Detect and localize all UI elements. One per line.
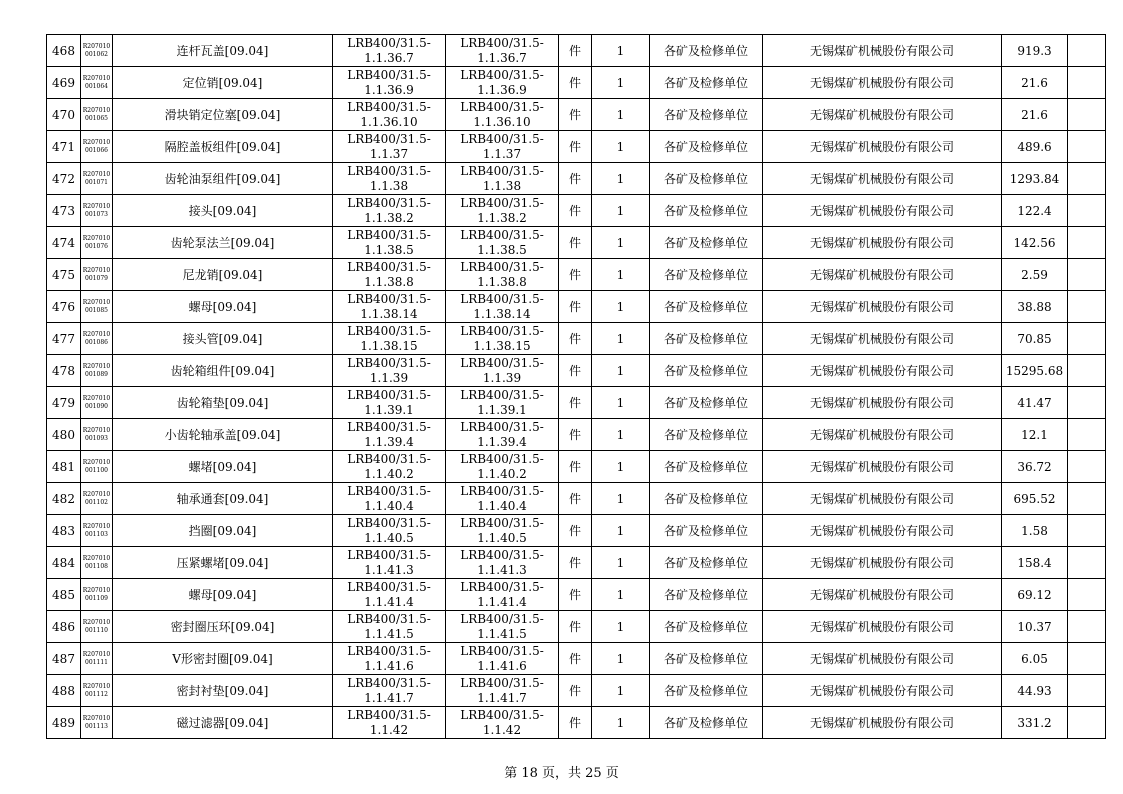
price-cell: 142.56 [1002,227,1068,259]
material-code-cell: R207010 001103 [81,515,113,547]
table-row [47,163,1106,195]
unit-cell: 件 [559,515,592,547]
row-number-cell: 469 [47,67,81,99]
supplier-cell: 无锡煤矿机械股份有限公司 [763,131,1002,163]
department-cell: 各矿及检修单位 [650,579,763,611]
model-cell: LRB400/31.5-1.1.38.2 [446,195,559,227]
note-cell [1068,259,1106,291]
model-cell: LRB400/31.5-1.1.41.5 [446,611,559,643]
row-number-cell: 470 [47,99,81,131]
row-number-cell: 479 [47,387,81,419]
part-name-cell: V形密封圈[09.04] [113,643,333,675]
unit-cell: 件 [559,451,592,483]
note-cell [1068,547,1106,579]
row-number-cell: 484 [47,547,81,579]
quantity-cell: 1 [592,99,650,131]
price-cell: 122.4 [1002,195,1068,227]
unit-cell: 件 [559,67,592,99]
note-cell [1068,67,1106,99]
supplier-cell: 无锡煤矿机械股份有限公司 [763,707,1002,739]
unit-cell: 件 [559,259,592,291]
spec-cell: LRB400/31.5-1.1.39.1 [333,387,446,419]
note-cell [1068,675,1106,707]
unit-cell: 件 [559,707,592,739]
department-cell: 各矿及检修单位 [650,707,763,739]
spec-cell: LRB400/31.5-1.1.38.15 [333,323,446,355]
material-code-cell: R207010 001093 [81,419,113,451]
model-cell: LRB400/31.5-1.1.39.1 [446,387,559,419]
table-row [47,355,1106,387]
price-cell: 10.37 [1002,611,1068,643]
note-cell [1068,707,1106,739]
row-number-cell: 477 [47,323,81,355]
row-number-cell: 471 [47,131,81,163]
spec-cell: LRB400/31.5-1.1.38.14 [333,291,446,323]
quantity-cell: 1 [592,707,650,739]
spec-cell: LRB400/31.5-1.1.41.7 [333,675,446,707]
model-cell: LRB400/31.5-1.1.40.4 [446,483,559,515]
price-cell: 919.3 [1002,35,1068,67]
model-cell: LRB400/31.5-1.1.40.5 [446,515,559,547]
row-number-cell: 472 [47,163,81,195]
quantity-cell: 1 [592,195,650,227]
model-cell: LRB400/31.5-1.1.41.4 [446,579,559,611]
row-number-cell: 478 [47,355,81,387]
model-cell: LRB400/31.5-1.1.38.14 [446,291,559,323]
price-cell: 21.6 [1002,99,1068,131]
department-cell: 各矿及检修单位 [650,259,763,291]
quantity-cell: 1 [592,451,650,483]
price-cell: 12.1 [1002,419,1068,451]
unit-cell: 件 [559,163,592,195]
note-cell [1068,163,1106,195]
row-number-cell: 481 [47,451,81,483]
row-number-cell: 468 [47,35,81,67]
note-cell [1068,355,1106,387]
supplier-cell: 无锡煤矿机械股份有限公司 [763,419,1002,451]
material-code-cell: R207010 001113 [81,707,113,739]
price-cell: 70.85 [1002,323,1068,355]
department-cell: 各矿及检修单位 [650,131,763,163]
spec-cell: LRB400/31.5-1.1.40.2 [333,451,446,483]
department-cell: 各矿及检修单位 [650,419,763,451]
model-cell: LRB400/31.5-1.1.36.10 [446,99,559,131]
price-cell: 489.6 [1002,131,1068,163]
department-cell: 各矿及检修单位 [650,67,763,99]
model-cell: LRB400/31.5-1.1.42 [446,707,559,739]
supplier-cell: 无锡煤矿机械股份有限公司 [763,643,1002,675]
quantity-cell: 1 [592,291,650,323]
material-code-cell: R207010 001062 [81,35,113,67]
quantity-cell: 1 [592,515,650,547]
department-cell: 各矿及检修单位 [650,291,763,323]
material-code-cell: R207010 001102 [81,483,113,515]
note-cell [1068,611,1106,643]
unit-cell: 件 [559,419,592,451]
model-cell: LRB400/31.5-1.1.40.2 [446,451,559,483]
material-code-cell: R207010 001086 [81,323,113,355]
part-name-cell: 接头管[09.04] [113,323,333,355]
table-row [47,35,1106,67]
part-name-cell: 齿轮箱垫[09.04] [113,387,333,419]
department-cell: 各矿及检修单位 [650,483,763,515]
table-row [47,323,1106,355]
material-code-cell: R207010 001110 [81,611,113,643]
table-row [47,195,1106,227]
row-number-cell: 483 [47,515,81,547]
table-row [47,99,1106,131]
note-cell [1068,227,1106,259]
table-row [47,131,1106,163]
department-cell: 各矿及检修单位 [650,611,763,643]
department-cell: 各矿及检修单位 [650,643,763,675]
quantity-cell: 1 [592,579,650,611]
model-cell: LRB400/31.5-1.1.38.5 [446,227,559,259]
quantity-cell: 1 [592,643,650,675]
spec-cell: LRB400/31.5-1.1.36.7 [333,35,446,67]
supplier-cell: 无锡煤矿机械股份有限公司 [763,99,1002,131]
table-row [47,547,1106,579]
row-number-cell: 473 [47,195,81,227]
table-row [47,707,1106,739]
department-cell: 各矿及检修单位 [650,163,763,195]
note-cell [1068,643,1106,675]
department-cell: 各矿及检修单位 [650,195,763,227]
price-cell: 6.05 [1002,643,1068,675]
note-cell [1068,99,1106,131]
part-name-cell: 定位销[09.04] [113,67,333,99]
part-name-cell: 密封圈压环[09.04] [113,611,333,643]
quantity-cell: 1 [592,323,650,355]
quantity-cell: 1 [592,67,650,99]
table-row [47,291,1106,323]
material-code-cell: R207010 001085 [81,291,113,323]
department-cell: 各矿及检修单位 [650,675,763,707]
department-cell: 各矿及检修单位 [650,387,763,419]
model-cell: LRB400/31.5-1.1.39.4 [446,419,559,451]
price-cell: 69.12 [1002,579,1068,611]
material-code-cell: R207010 001065 [81,99,113,131]
spec-cell: LRB400/31.5-1.1.39 [333,355,446,387]
spec-cell: LRB400/31.5-1.1.36.9 [333,67,446,99]
table-row [47,451,1106,483]
price-cell: 695.52 [1002,483,1068,515]
price-cell: 38.88 [1002,291,1068,323]
material-code-cell: R207010 001089 [81,355,113,387]
spec-cell: LRB400/31.5-1.1.41.4 [333,579,446,611]
spec-cell: LRB400/31.5-1.1.38.5 [333,227,446,259]
spec-cell: LRB400/31.5-1.1.40.4 [333,483,446,515]
supplier-cell: 无锡煤矿机械股份有限公司 [763,163,1002,195]
note-cell [1068,483,1106,515]
price-cell: 331.2 [1002,707,1068,739]
supplier-cell: 无锡煤矿机械股份有限公司 [763,259,1002,291]
quantity-cell: 1 [592,355,650,387]
model-cell: LRB400/31.5-1.1.36.7 [446,35,559,67]
material-code-cell: R207010 001100 [81,451,113,483]
part-name-cell: 压紧螺堵[09.04] [113,547,333,579]
note-cell [1068,291,1106,323]
quantity-cell: 1 [592,675,650,707]
part-name-cell: 密封衬垫[09.04] [113,675,333,707]
table-row [47,259,1106,291]
price-cell: 41.47 [1002,387,1068,419]
unit-cell: 件 [559,35,592,67]
row-number-cell: 476 [47,291,81,323]
quantity-cell: 1 [592,35,650,67]
supplier-cell: 无锡煤矿机械股份有限公司 [763,451,1002,483]
part-name-cell: 齿轮油泵组件[09.04] [113,163,333,195]
note-cell [1068,323,1106,355]
note-cell [1068,579,1106,611]
supplier-cell: 无锡煤矿机械股份有限公司 [763,35,1002,67]
material-code-cell: R207010 001109 [81,579,113,611]
part-name-cell: 隔腔盖板组件[09.04] [113,131,333,163]
material-code-cell: R207010 001090 [81,387,113,419]
price-cell: 36.72 [1002,451,1068,483]
price-cell: 21.6 [1002,67,1068,99]
department-cell: 各矿及检修单位 [650,35,763,67]
model-cell: LRB400/31.5-1.1.37 [446,131,559,163]
row-number-cell: 486 [47,611,81,643]
row-number-cell: 485 [47,579,81,611]
price-cell: 44.93 [1002,675,1068,707]
unit-cell: 件 [559,291,592,323]
spec-cell: LRB400/31.5-1.1.38.8 [333,259,446,291]
supplier-cell: 无锡煤矿机械股份有限公司 [763,387,1002,419]
supplier-cell: 无锡煤矿机械股份有限公司 [763,67,1002,99]
table-row [47,611,1106,643]
row-number-cell: 475 [47,259,81,291]
price-cell: 1.58 [1002,515,1068,547]
department-cell: 各矿及检修单位 [650,323,763,355]
table-row [47,419,1106,451]
unit-cell: 件 [559,611,592,643]
row-number-cell: 488 [47,675,81,707]
model-cell: LRB400/31.5-1.1.41.3 [446,547,559,579]
unit-cell: 件 [559,323,592,355]
parts-table-body [47,35,1106,739]
note-cell [1068,419,1106,451]
quantity-cell: 1 [592,483,650,515]
note-cell [1068,195,1106,227]
part-name-cell: 螺母[09.04] [113,579,333,611]
quantity-cell: 1 [592,611,650,643]
unit-cell: 件 [559,355,592,387]
page-number: 第 18 页，共 25 页 [504,766,619,781]
model-cell: LRB400/31.5-1.1.36.9 [446,67,559,99]
part-name-cell: 连杆瓦盖[09.04] [113,35,333,67]
unit-cell: 件 [559,643,592,675]
spec-cell: LRB400/31.5-1.1.36.10 [333,99,446,131]
note-cell [1068,35,1106,67]
supplier-cell: 无锡煤矿机械股份有限公司 [763,195,1002,227]
model-cell: LRB400/31.5-1.1.41.7 [446,675,559,707]
row-number-cell: 480 [47,419,81,451]
table-row [47,515,1106,547]
material-code-cell: R207010 001071 [81,163,113,195]
supplier-cell: 无锡煤矿机械股份有限公司 [763,355,1002,387]
row-number-cell: 489 [47,707,81,739]
material-code-cell: R207010 001112 [81,675,113,707]
price-cell: 15295.68 [1002,355,1068,387]
supplier-cell: 无锡煤矿机械股份有限公司 [763,483,1002,515]
part-name-cell: 滑块销定位塞[09.04] [113,99,333,131]
part-name-cell: 齿轮泵法兰[09.04] [113,227,333,259]
part-name-cell: 挡圈[09.04] [113,515,333,547]
quantity-cell: 1 [592,387,650,419]
department-cell: 各矿及检修单位 [650,547,763,579]
supplier-cell: 无锡煤矿机械股份有限公司 [763,323,1002,355]
department-cell: 各矿及检修单位 [650,515,763,547]
unit-cell: 件 [559,483,592,515]
table-row [47,387,1106,419]
model-cell: LRB400/31.5-1.1.41.6 [446,643,559,675]
row-number-cell: 482 [47,483,81,515]
table-row [47,579,1106,611]
quantity-cell: 1 [592,163,650,195]
material-code-cell: R207010 001064 [81,67,113,99]
note-cell [1068,131,1106,163]
table-row [47,227,1106,259]
spec-cell: LRB400/31.5-1.1.39.4 [333,419,446,451]
row-number-cell: 474 [47,227,81,259]
unit-cell: 件 [559,99,592,131]
department-cell: 各矿及检修单位 [650,99,763,131]
spec-cell: LRB400/31.5-1.1.37 [333,131,446,163]
spec-cell: LRB400/31.5-1.1.42 [333,707,446,739]
model-cell: LRB400/31.5-1.1.38 [446,163,559,195]
parts-table [46,34,1106,739]
supplier-cell: 无锡煤矿机械股份有限公司 [763,291,1002,323]
unit-cell: 件 [559,195,592,227]
quantity-cell: 1 [592,259,650,291]
unit-cell: 件 [559,547,592,579]
unit-cell: 件 [559,227,592,259]
department-cell: 各矿及检修单位 [650,355,763,387]
quantity-cell: 1 [592,131,650,163]
supplier-cell: 无锡煤矿机械股份有限公司 [763,611,1002,643]
material-code-cell: R207010 001111 [81,643,113,675]
model-cell: LRB400/31.5-1.1.38.8 [446,259,559,291]
spec-cell: LRB400/31.5-1.1.41.6 [333,643,446,675]
unit-cell: 件 [559,579,592,611]
part-name-cell: 螺母[09.04] [113,291,333,323]
supplier-cell: 无锡煤矿机械股份有限公司 [763,227,1002,259]
spec-cell: LRB400/31.5-1.1.41.5 [333,611,446,643]
supplier-cell: 无锡煤矿机械股份有限公司 [763,675,1002,707]
material-code-cell: R207010 001066 [81,131,113,163]
part-name-cell: 齿轮箱组件[09.04] [113,355,333,387]
part-name-cell: 小齿轮轴承盖[09.04] [113,419,333,451]
table-row [47,483,1106,515]
quantity-cell: 1 [592,227,650,259]
note-cell [1068,515,1106,547]
quantity-cell: 1 [592,547,650,579]
note-cell [1068,387,1106,419]
material-code-cell: R207010 001073 [81,195,113,227]
unit-cell: 件 [559,131,592,163]
part-name-cell: 接头[09.04] [113,195,333,227]
supplier-cell: 无锡煤矿机械股份有限公司 [763,515,1002,547]
price-cell: 2.59 [1002,259,1068,291]
spec-cell: LRB400/31.5-1.1.38 [333,163,446,195]
part-name-cell: 磁过滤器[09.04] [113,707,333,739]
model-cell: LRB400/31.5-1.1.39 [446,355,559,387]
spec-cell: LRB400/31.5-1.1.41.3 [333,547,446,579]
price-cell: 1293.84 [1002,163,1068,195]
material-code-cell: R207010 001079 [81,259,113,291]
department-cell: 各矿及检修单位 [650,227,763,259]
model-cell: LRB400/31.5-1.1.38.15 [446,323,559,355]
unit-cell: 件 [559,387,592,419]
spec-cell: LRB400/31.5-1.1.38.2 [333,195,446,227]
department-cell: 各矿及检修单位 [650,451,763,483]
spec-cell: LRB400/31.5-1.1.40.5 [333,515,446,547]
supplier-cell: 无锡煤矿机械股份有限公司 [763,579,1002,611]
price-cell: 158.4 [1002,547,1068,579]
material-code-cell: R207010 001076 [81,227,113,259]
material-code-cell: R207010 001108 [81,547,113,579]
table-row [47,67,1106,99]
part-name-cell: 螺堵[09.04] [113,451,333,483]
part-name-cell: 轴承通套[09.04] [113,483,333,515]
part-name-cell: 尼龙销[09.04] [113,259,333,291]
quantity-cell: 1 [592,419,650,451]
unit-cell: 件 [559,675,592,707]
row-number-cell: 487 [47,643,81,675]
note-cell [1068,451,1106,483]
table-row [47,643,1106,675]
supplier-cell: 无锡煤矿机械股份有限公司 [763,547,1002,579]
table-row [47,675,1106,707]
